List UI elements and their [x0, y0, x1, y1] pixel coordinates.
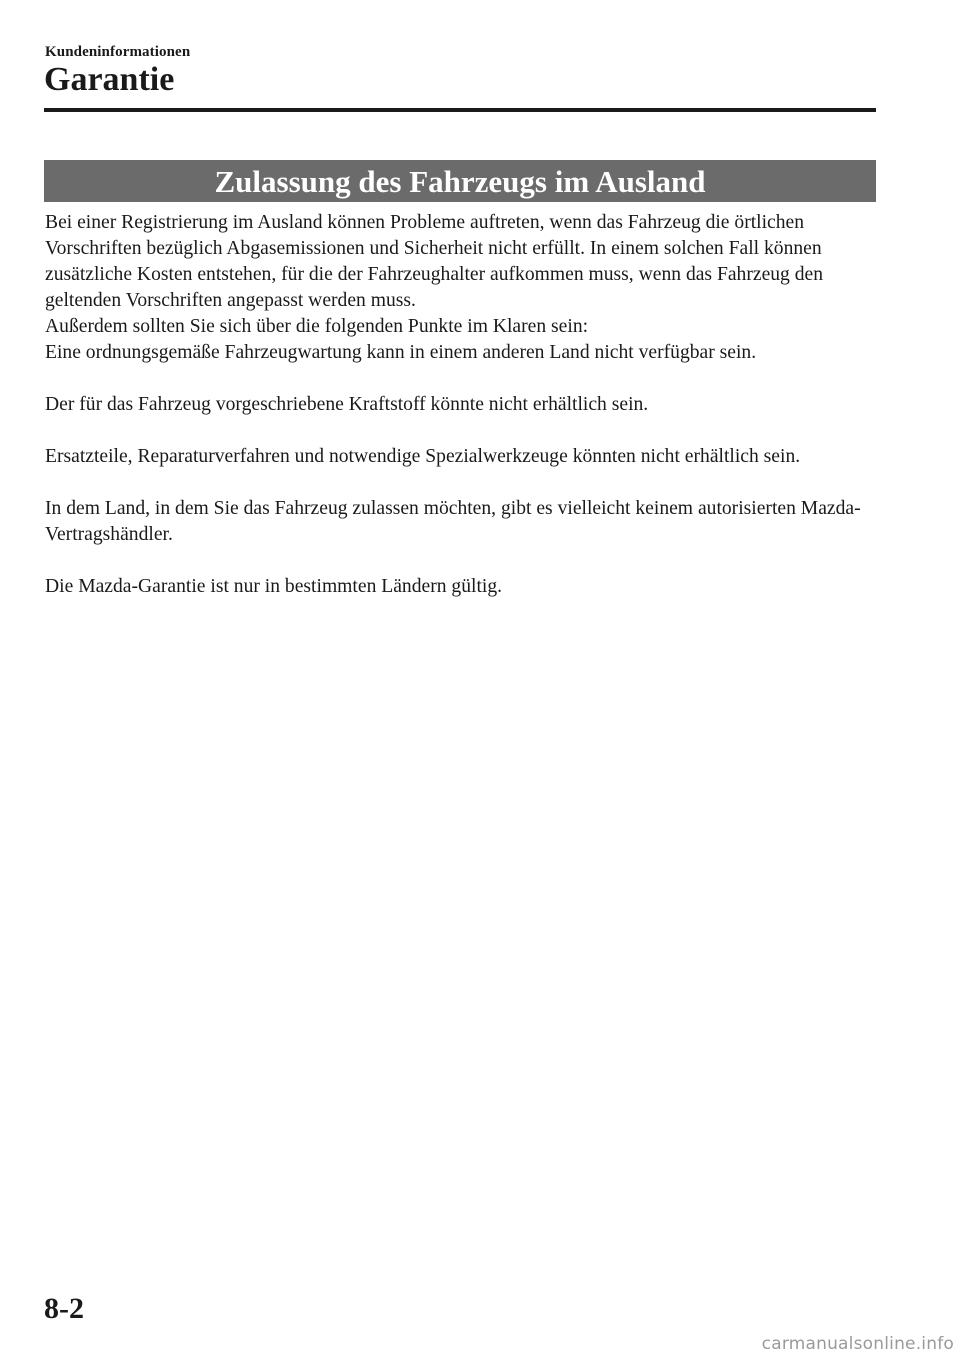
page-number: 8-2: [44, 1292, 84, 1325]
paragraph-dealer: In dem Land, in dem Sie das Fahrzeug zulassen möchten, gibt es vielleicht keinem autorisierten Mazda-Vertragshändler.: [45, 498, 861, 545]
paragraph-fuel: Der für das Fahrzeug vorgeschriebene Kraftstoff könnte nicht erhältlich sein.: [45, 394, 649, 415]
section-body: [45, 210, 880, 626]
title-rule: [44, 108, 876, 112]
paragraph-parts: Ersatzteile, Reparaturverfahren und notwendige Spezialwerkzeuge könnten nicht erhältlich sein.: [45, 446, 801, 467]
chapter-title: Garantie: [44, 61, 175, 98]
paragraph-warranty: Die Mazda-Garantie ist nur in bestimmten Ländern gültig.: [45, 576, 503, 597]
watermark: carmanualsonline.info: [761, 1334, 954, 1354]
paragraph-maintenance: Eine ordnungsgemäße Fahrzeugwartung kann in einem anderen Land nicht verfügbar sein.: [45, 342, 757, 363]
paragraph-intro: Bei einer Registrierung im Ausland können Probleme auftreten, wenn das Fahrzeug die örtlichen Vorschriften bezüglich Abgasemissionen und Sicherheit nicht erfüllt. In einem solchen Fall können zusätzliche Kosten entstehen, für die der Fahrzeughalter aufkommen muss, wenn das Fahrzeug den geltenden Vorschriften angepasst werden muss.: [45, 212, 824, 311]
section-heading: Zulassung des Fahrzeugs im Ausland: [44, 160, 876, 202]
section-label: Kundeninformationen: [45, 44, 191, 60]
paragraph-notice: Außerdem sollten Sie sich über die folgenden Punkte im Klaren sein:: [45, 316, 589, 337]
